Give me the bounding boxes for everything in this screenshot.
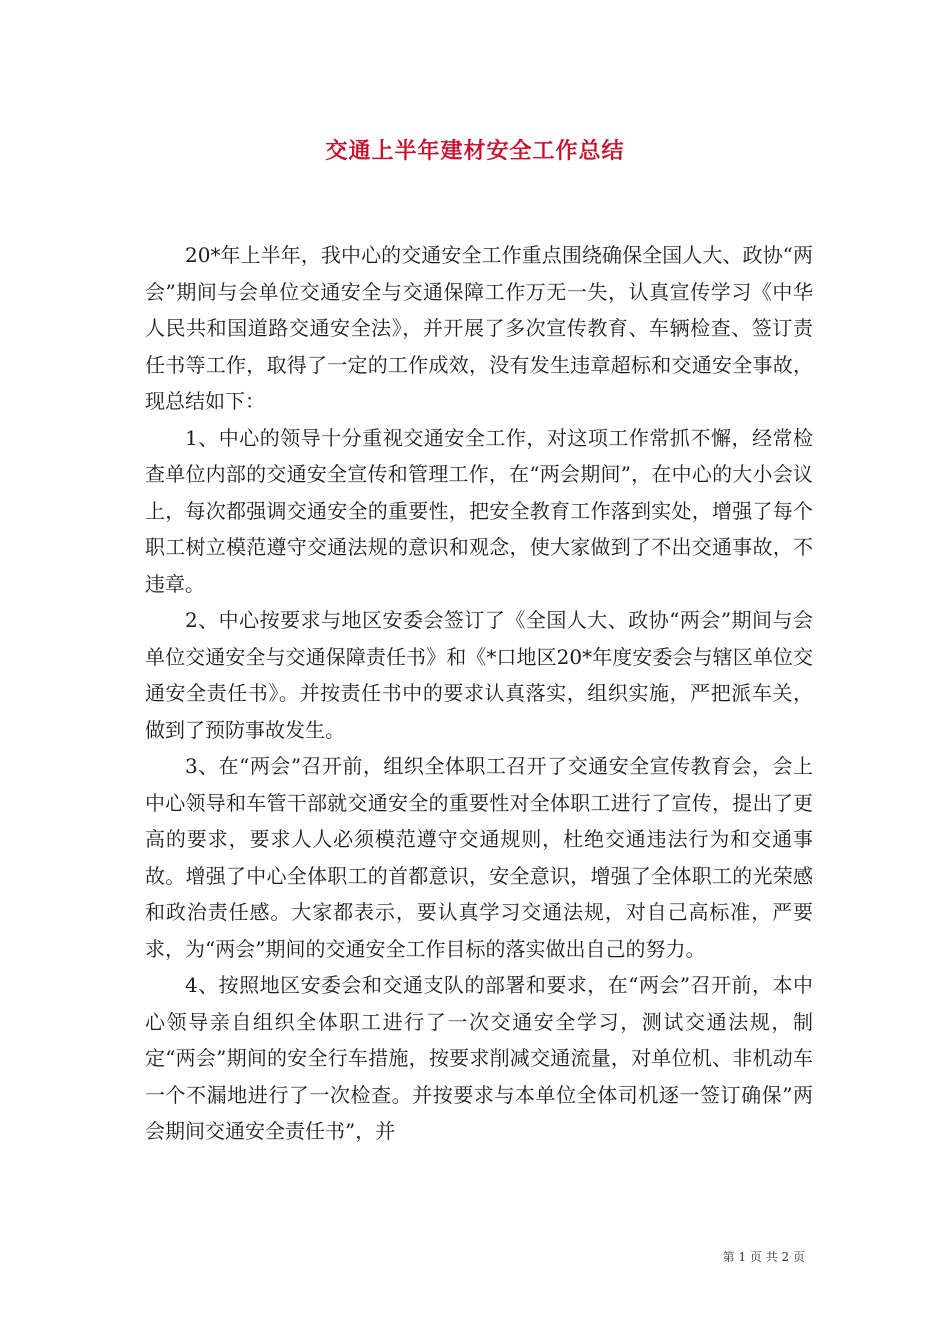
paragraph-item-4: 4、按照地区安委会和交通支队的部署和要求，在“两会”召开前，本中心领导亲自组织全体职工进行了一次交通安全学习，测试交通法规，制定“两会”期间的安全行车措施，按要求削减交通流量，对单位机、非机动车一个不漏地进行了一次检查。并按要求与本单位全体司机逐一签订确保”两会期间交通安全责任书”，并: [145, 973, 813, 1143]
page-number-footer: 第 1 页 共 2 页: [722, 1250, 805, 1264]
paragraph-intro: 20*年上半年，我中心的交通安全工作重点围绕确保全国人大、政协“两会”期间与会单位交通安全与交通保障工作万无一失，认真宣传学习《中华人民共和国道路交通安全法》，并开展了多次宣传教育、车辆检查、签订责任书等工作，取得了一定的工作成效，没有发生违章超标和交通安全事故，现总结如下：: [145, 243, 813, 413]
document-body: [145, 237, 813, 1150]
paragraph-item-1: 1、中心的领导十分重视交通安全工作，对这项工作常抓不懈，经常检查单位内部的交通安全宣传和管理工作，在“两会期间”，在中心的大小会议上，每次都强调交通安全的重要性，把安全教育工作落到实处，增强了每个职工树立模范遵守交通法规的意识和观念，使大家做到了不出交通事故，不违章。: [145, 425, 813, 596]
document-title: 交通上半年建材安全工作总结: [325, 139, 625, 164]
paragraph-item-2: 2、中心按要求与地区安委会签订了《全国人大、政协“两会”期间与会单位交通安全与交通保障责任书》和《*口地区20*年度安委会与辖区单位交通安全责任书》。并按责任书中的要求认真落实，组织实施，严把派车关，做到了预防事故发生。: [145, 608, 813, 742]
paragraph-item-3: 3、在“两会”召开前，组织全体职工召开了交通安全宣传教育会，会上中心领导和车管干部就交通安全的重要性对全体职工进行了宣传，提出了更高的要求，要求人人必须模范遵守交通规则，杜绝交通违法行为和交通事故。增强了中心全体职工的首都意识，安全意识，增强了全体职工的光荣感和政治责任感。大家都表示，要认真学习交通法规，对自己高标准，严要求，为“两会”期间的交通安全工作目标的落实做出自己的努力。: [145, 754, 813, 961]
